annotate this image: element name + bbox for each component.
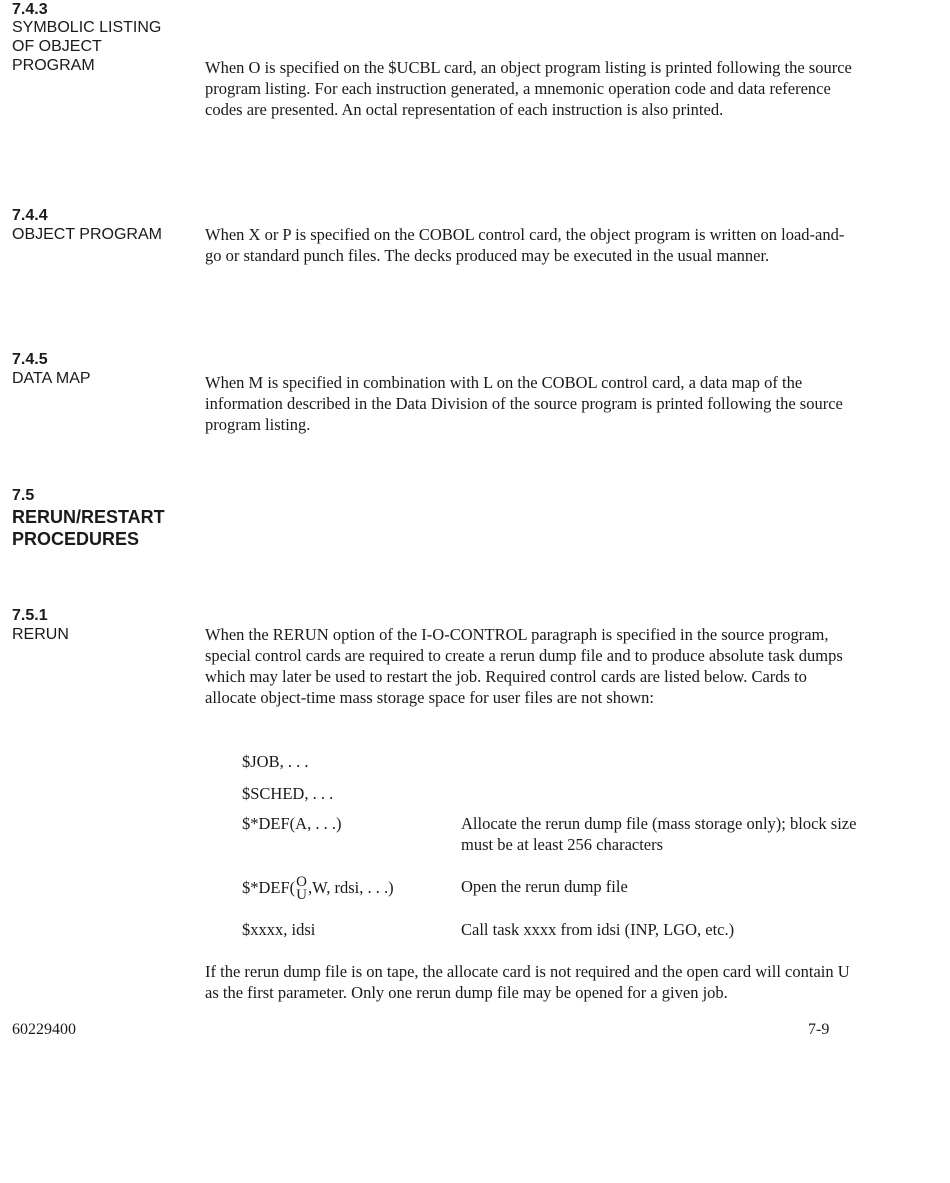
control-card-def-open-suffix: ,W, rdsi, . . .) [308, 877, 394, 897]
section-number-7-5-1: 7.5.1 [12, 607, 48, 624]
control-card-def-open-description: Open the rerun dump file [461, 877, 628, 896]
section-number-7-4-3: 7.4.3 [12, 1, 48, 18]
control-card-job: $JOB, . . . [242, 752, 309, 771]
section-title-rerun: RERUN [12, 626, 69, 643]
control-card-def-open-option-stack [296, 876, 307, 902]
section-body-object-program: When X or P is specified on the COBOL control card, the object program is written on load-and-go or standard punch files. The decks produced may be executed in the usual manner. [205, 225, 845, 265]
control-card-def-open [242, 876, 452, 902]
section-body-data-map: When M is specified in combination with L on the COBOL control card, a data map of the information described in the Data Division of the source program is printed following the source program listing. [205, 373, 843, 434]
section-number-7-4-5: 7.4.5 [12, 351, 48, 368]
section-number-7-5: 7.5 [12, 487, 35, 504]
control-card-def-allocate-description: Allocate the rerun dump file (mass storage only); block size must be at least 256 characters [461, 814, 857, 854]
control-card-task: $xxxx, idsi [242, 920, 316, 939]
control-card-task-description: Call task xxxx from idsi (INP, LGO, etc.) [461, 920, 735, 939]
control-card-def-open-option-bottom: U [296, 887, 308, 903]
section-title-object-program: OBJECT PROGRAM [12, 226, 162, 243]
control-card-sched: $SCHED, . . . [242, 784, 334, 803]
control-card-def-open-option-top: O [296, 874, 308, 890]
control-card-def-allocate: $*DEF(A, . . .) [242, 814, 342, 833]
document-number: 60229400 [12, 1021, 76, 1038]
section-title-symbolic-listing: SYMBOLIC LISTING OF OBJECT PROGRAM [12, 19, 162, 74]
control-card-def-open-prefix: $*DEF( [242, 877, 296, 897]
section-number-7-4-4: 7.4.4 [12, 207, 48, 224]
page-number: 7-9 [808, 1021, 830, 1038]
closing-paragraph: If the rerun dump file is on tape, the allocate card is not required and the open card will contain U as the first parameter. Only one rerun dump file may be opened for a given job. [205, 962, 850, 1002]
section-title-rerun-restart: RERUN/RESTART PROCEDURES [12, 507, 165, 549]
section-body-symbolic-listing: When O is specified on the $UCBL card, an object program listing is printed following the source program listing. For each instruction generated, a mnemonic operation code and data reference codes are presented. An octal representation of each instruction is also printed. [205, 58, 852, 119]
section-body-rerun: When the RERUN option of the I-O-CONTROL paragraph is specified in the source program, special control cards are required to create a rerun dump file and to produce absolute task dumps which may later be used to restart the job. Required control cards are listed below. Cards to allocate object-time mass storage space for user files are not shown: [205, 625, 843, 707]
section-title-data-map: DATA MAP [12, 370, 91, 387]
